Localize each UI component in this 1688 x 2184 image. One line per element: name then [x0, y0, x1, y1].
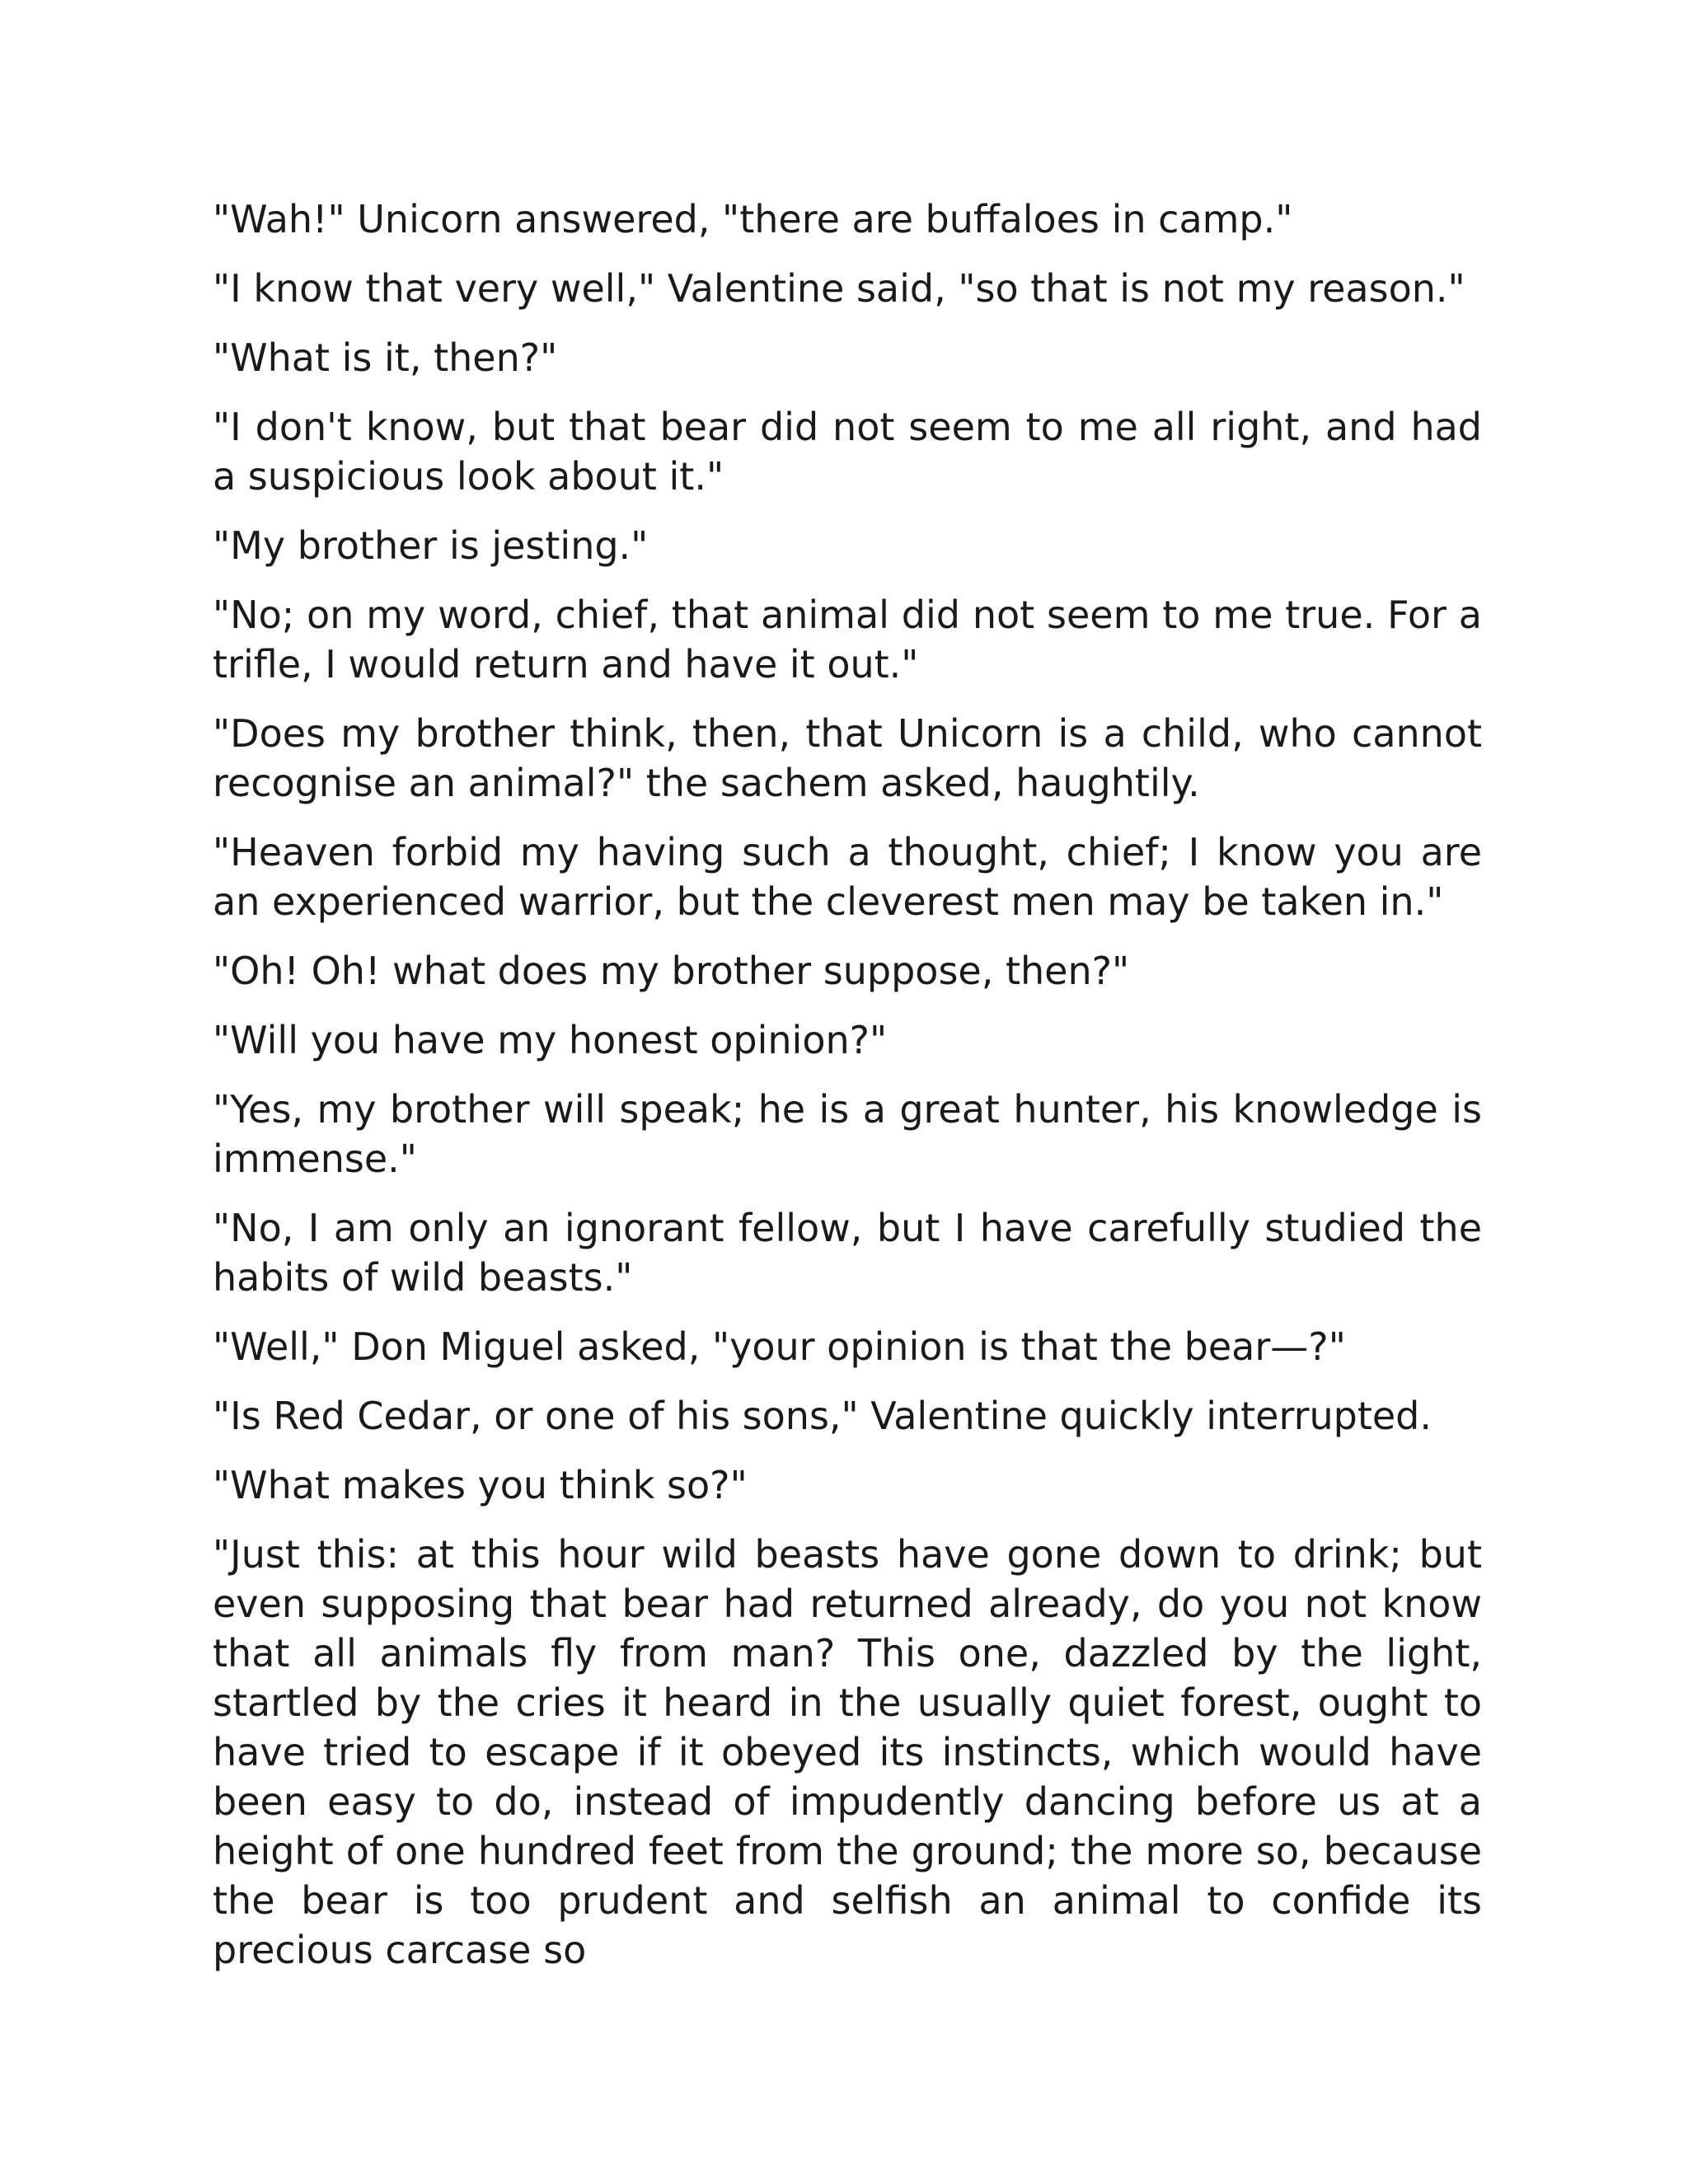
- paragraph: "Wah!" Unicorn answered, "there are buffaloes in camp.": [213, 197, 1293, 241]
- body-text: [213, 194, 1482, 1994]
- paragraph: "No, I am only an ignorant fellow, but I have carefully studied the habits of wild beasts.": [213, 1206, 1482, 1300]
- paragraph: "Will you have my honest opinion?": [213, 1018, 888, 1062]
- paragraph: "No; on my word, chief, that animal did not seem to me true. For a trifle, I would return and have it out.": [213, 593, 1482, 687]
- paragraph: "I know that very well," Valentine said, "so that is not my reason.": [213, 266, 1465, 311]
- paragraph: "Yes, my brother will speak; he is a great hunter, his knowledge is immense.": [213, 1087, 1482, 1181]
- paragraph: "I don't know, but that bear did not seem to me all right, and had a suspicious look about it.": [213, 405, 1482, 499]
- paragraph: "Does my brother think, then, that Unicorn is a child, who cannot recognise an animal?" the sachem asked, haughtily.: [213, 711, 1482, 805]
- paragraph: "Well," Don Miguel asked, "your opinion is that the bear—?": [213, 1324, 1346, 1369]
- paragraph: "What makes you think so?": [213, 1463, 748, 1507]
- paragraph: "Heaven forbid my having such a thought, chief; I know you are an experienced warrior, but the cleverest men may be taken in.": [213, 830, 1482, 924]
- paragraph: "Just this: at this hour wild beasts have gone down to drink; but even supposing that bear had returned already, do you not know that all animals fly from man? This one, dazzled by the light, startled by the cries it heard in the usually quiet forest, ought to have tried to escape if it obeyed its instincts, which would have been easy to do, instead of impudently dancing before us at a height of one hundred feet from the ground; the more so, because the bear is too prudent and selfish an animal to confide its precious carcase so: [213, 1532, 1482, 1972]
- paragraph: "My brother is jesting.": [213, 523, 649, 568]
- paragraph: "Oh! Oh! what does my brother suppose, then?": [213, 949, 1130, 993]
- paragraph: "Is Red Cedar, or one of his sons," Valentine quickly interrupted.: [213, 1394, 1432, 1438]
- paragraph: "What is it, then?": [213, 335, 558, 380]
